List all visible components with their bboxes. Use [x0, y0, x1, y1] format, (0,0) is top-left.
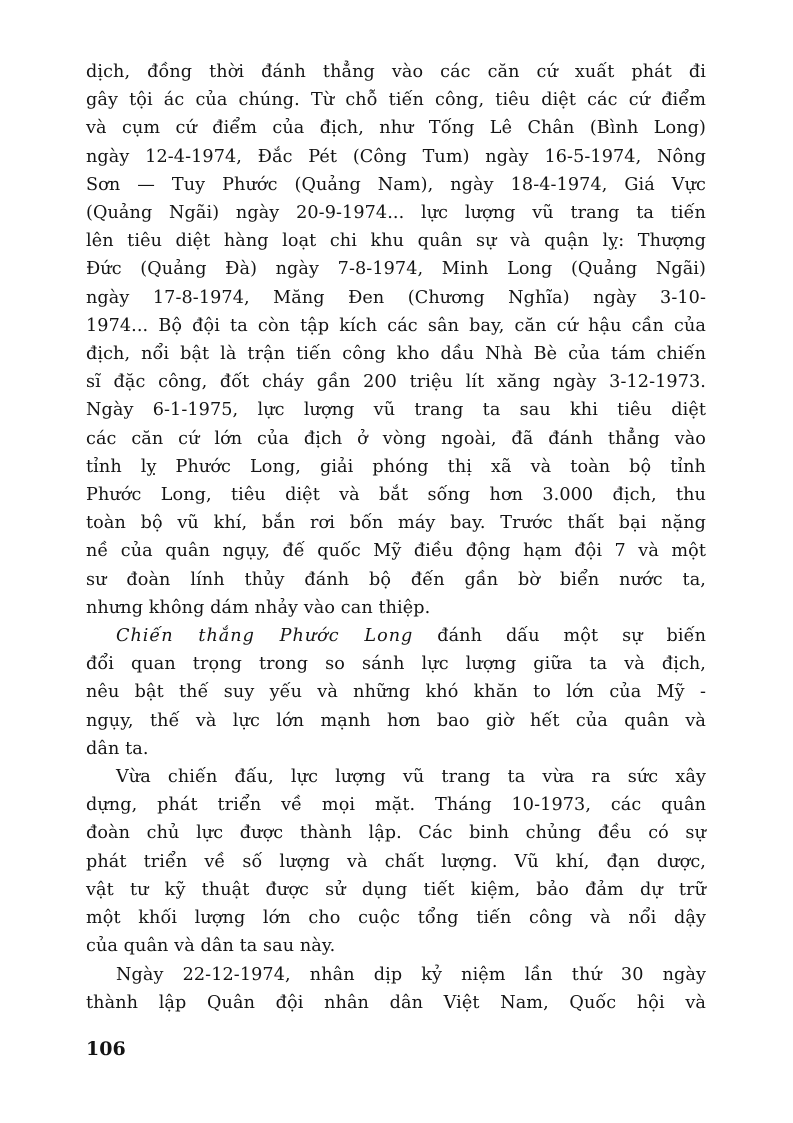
text-line: Sơn — Tuy Phước (Quảng Nam), ngày 18-4-1974, Giá Vực	[86, 174, 706, 195]
paragraph-2	[86, 622, 706, 763]
paragraph-1	[86, 58, 706, 622]
text-line: dựng, phát triển về mọi mặt. Tháng 10-1973, các quân	[86, 795, 706, 816]
text-line: phát triển về số lượng và chất lượng. Vũ khí, đạn dược,	[86, 851, 706, 872]
text-line: nề của quân ngụy, đế quốc Mỹ điều động hạm đội 7 và một	[86, 541, 706, 562]
body-text	[86, 58, 706, 1017]
text-line: dịch, đồng thời đánh thẳng vào các căn cứ xuất phát đi	[86, 62, 706, 82]
text-line: nêu bật thế suy yếu và những khó khăn to lớn của Mỹ -	[86, 682, 706, 703]
text-line: tỉnh lỵ Phước Long, giải phóng thị xã và toàn bộ tỉnh	[86, 456, 706, 477]
text-line: vật tư kỹ thuật được sử dụng tiết kiệm, bảo đảm dự trữ	[86, 879, 706, 900]
text-line: Vừa chiến đấu, lực lượng vũ trang ta vừa ra sức xây	[116, 767, 706, 788]
emphasized-phrase: Chiến thắng Phước Long	[116, 626, 414, 647]
text-line: Đức (Quảng Đà) ngày 7-8-1974, Minh Long (Quảng Ngãi)	[86, 259, 706, 280]
text-line: Phước Long, tiêu diệt và bắt sống hơn 3.000 địch, thu	[86, 485, 706, 506]
page-number: 106	[86, 1038, 126, 1060]
text-line	[86, 622, 706, 650]
text-line: các căn cứ lớn của địch ở vòng ngoài, đã đánh thẳng vào	[86, 428, 706, 449]
text-line: gây tội ác của chúng. Từ chỗ tiến công, tiêu diệt các cứ điểm	[86, 90, 706, 111]
text-line: một khối lượng lớn cho cuộc tổng tiến công và nổi dậy	[86, 908, 706, 929]
text-line: nhưng không dám nhảy vào can thiệp.	[86, 597, 431, 618]
text-line: Ngày 6-1-1975, lực lượng vũ trang ta sau khi tiêu diệt	[86, 400, 706, 421]
text-line: của quân và dân ta sau này.	[86, 936, 336, 957]
text-line: ngày 17-8-1974, Măng Đen (Chương Nghĩa) ngày 3-10-	[86, 287, 706, 308]
text-line: Ngày 22-12-1974, nhân dịp kỷ niệm lần thứ 30 ngày	[116, 964, 706, 985]
text-line: sĩ đặc công, đốt cháy gần 200 triệu lít xăng ngày 3-12-1973.	[86, 372, 706, 393]
text-line: sư đoàn lính thủy đánh bộ đến gần bờ biển nước ta,	[86, 569, 706, 590]
text-line: ngụy, thế và lực lớn mạnh hơn bao giờ hết của quân và	[86, 710, 706, 731]
paragraph-3	[86, 763, 706, 960]
text-line: dân ta.	[86, 738, 149, 759]
text-line: ngày 12-4-1974, Đắc Pét (Công Tum) ngày 16-5-1974, Nông	[86, 146, 706, 167]
paragraph-4	[86, 961, 706, 1017]
text-line: đổi quan trọng trong so sánh lực lượng giữa ta và địch,	[86, 654, 706, 675]
text-line: và cụm cứ điểm của địch, như Tống Lê Chân (Bình Long)	[86, 118, 706, 139]
text-fragment: đánh dấu một sự biến	[413, 626, 706, 647]
text-line: toàn bộ vũ khí, bắn rơi bốn máy bay. Trước thất bại nặng	[86, 513, 706, 534]
text-line: 1974... Bộ đội ta còn tập kích các sân bay, căn cứ hậu cần của	[86, 315, 706, 336]
text-line: địch, nổi bật là trận tiến công kho dầu Nhà Bè của tám chiến	[86, 344, 706, 365]
text-line: thành lập Quân đội nhân dân Việt Nam, Quốc hội và	[86, 992, 706, 1013]
text-line: đoàn chủ lực được thành lập. Các binh chủng đều có sự	[86, 823, 706, 844]
text-line: (Quảng Ngãi) ngày 20-9-1974... lực lượng vũ trang ta tiến	[86, 203, 706, 224]
text-line: lên tiêu diệt hàng loạt chi khu quân sự và quận lỵ: Thượng	[86, 231, 706, 252]
